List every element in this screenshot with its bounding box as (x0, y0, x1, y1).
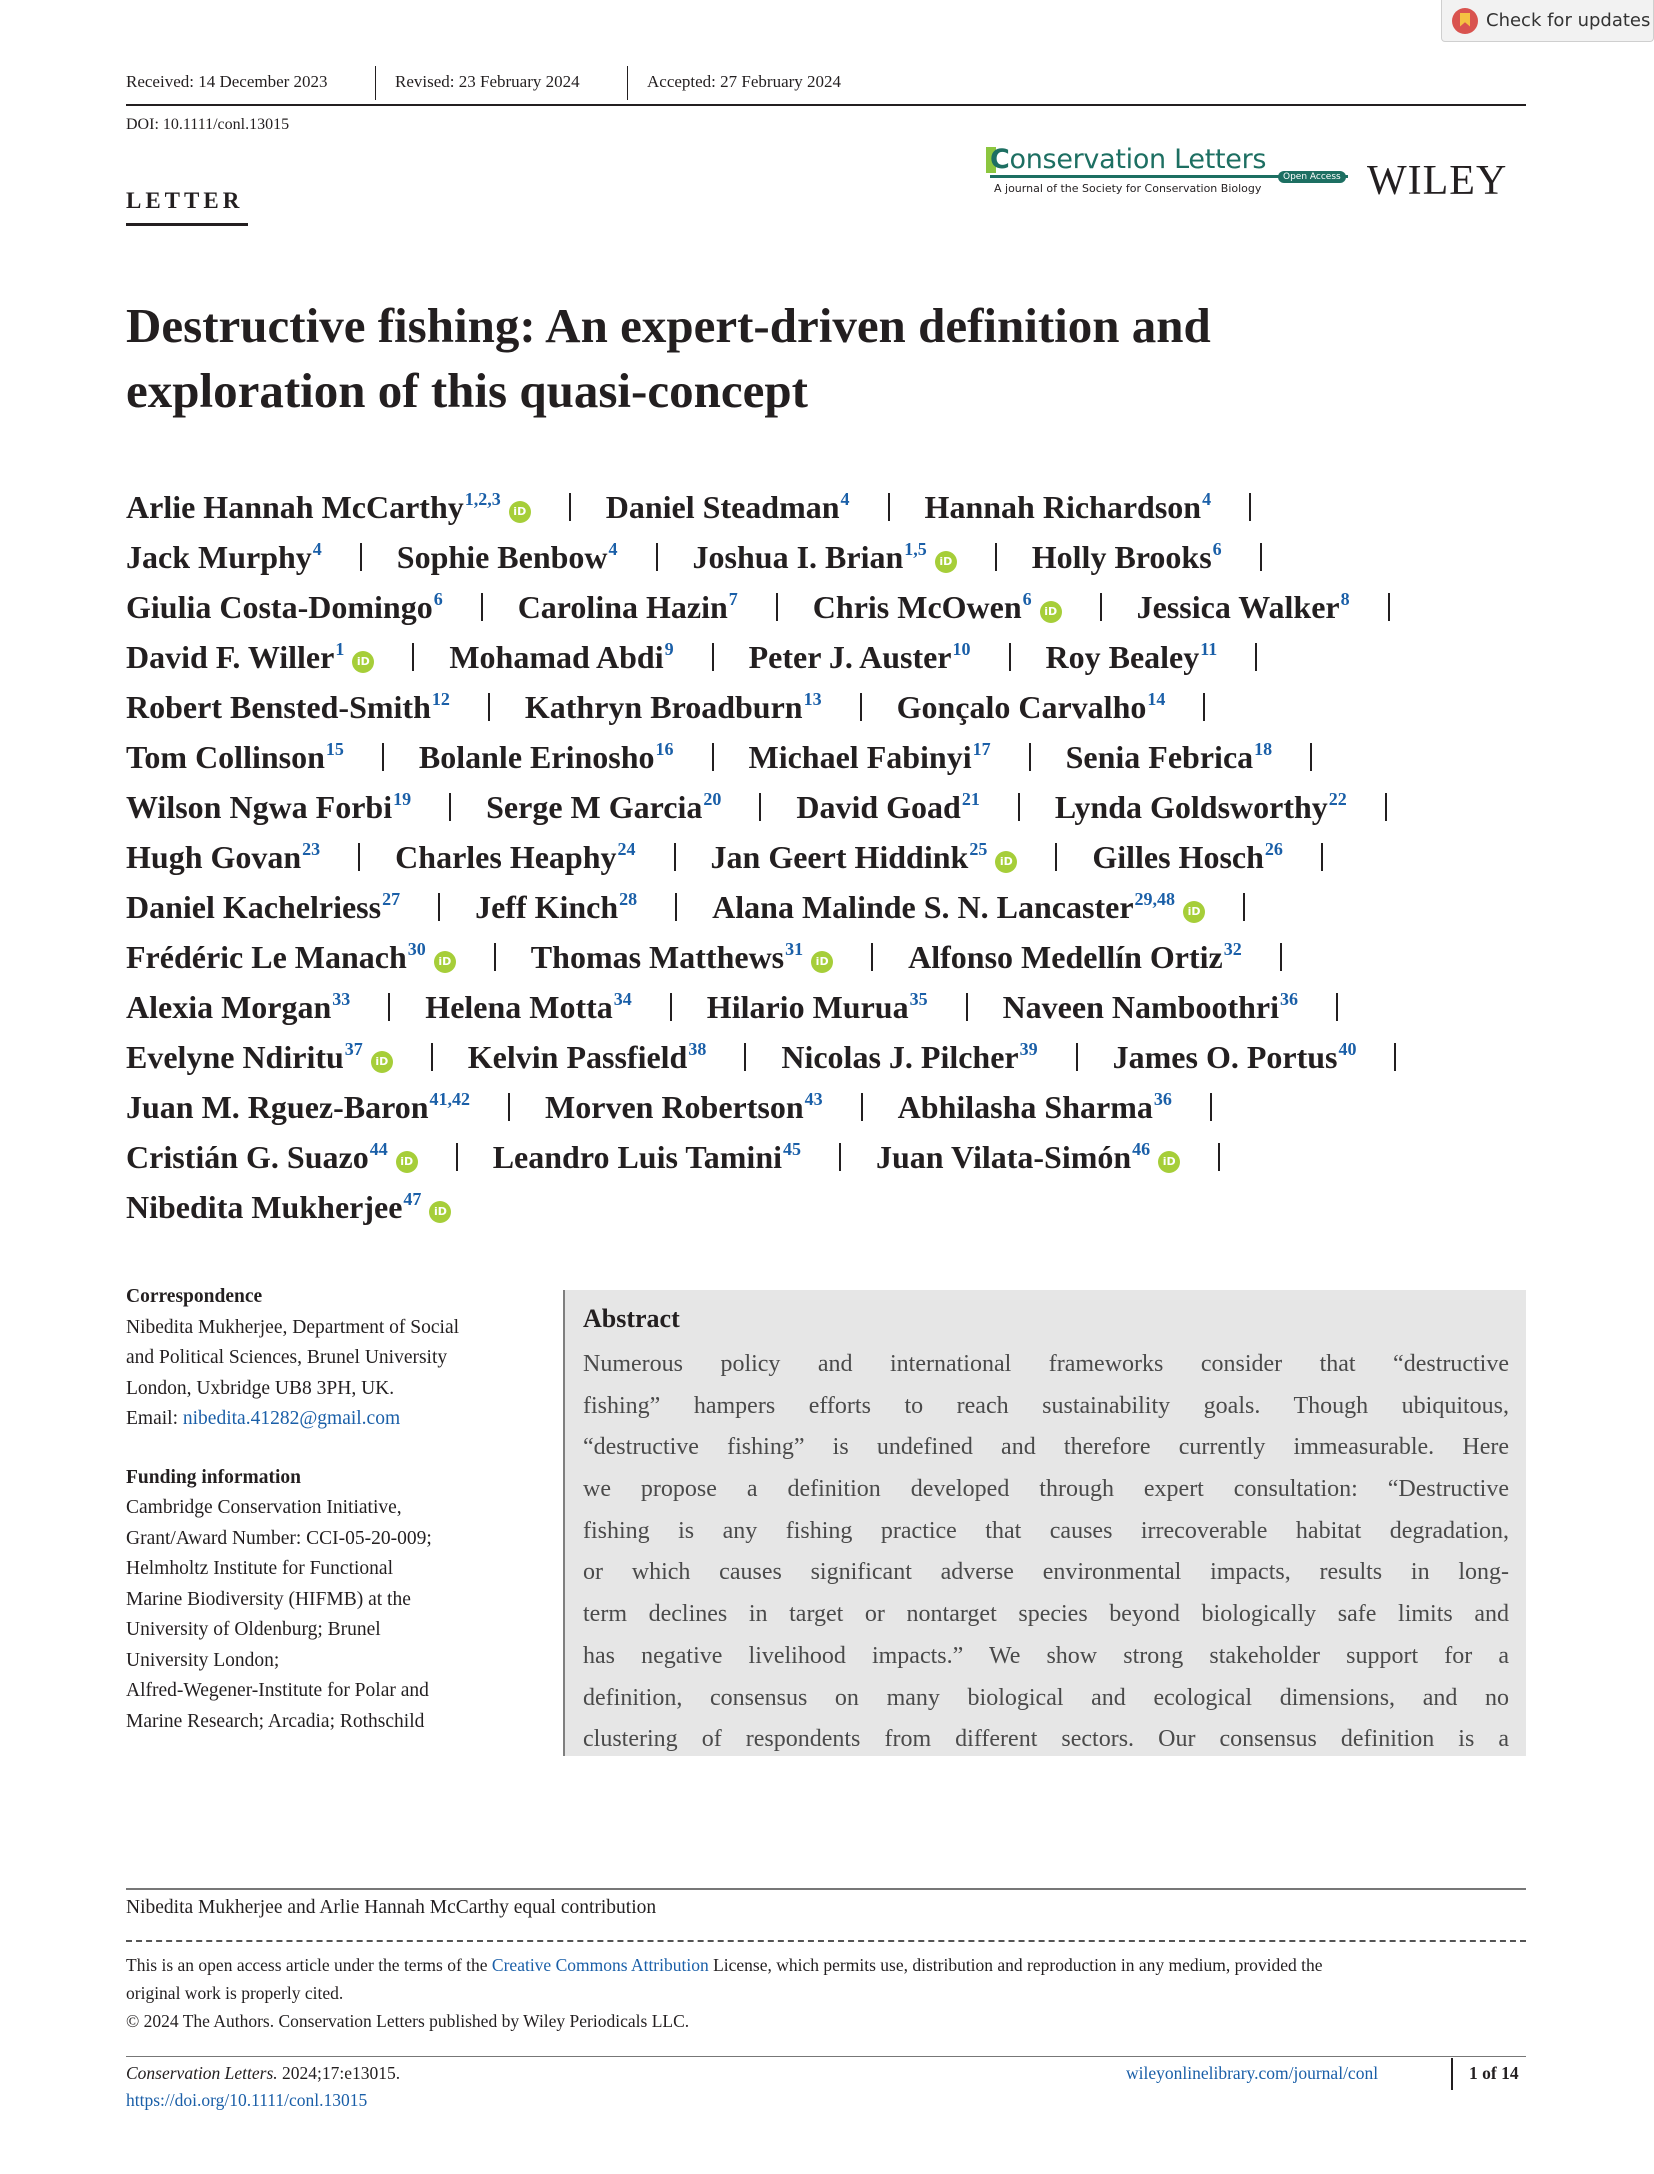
abstract-line: term declines in target or nontarget species beyond biologically safe limits and (583, 1601, 1509, 1628)
author-name[interactable] (419, 739, 674, 775)
author-separator (1029, 743, 1031, 771)
affiliation-superscript[interactable]: 6 (1212, 539, 1222, 559)
affiliation-superscript[interactable]: 18 (1254, 739, 1273, 759)
author-separator (358, 843, 360, 871)
affiliation-superscript[interactable]: 30 (407, 939, 426, 959)
author-name-text: Cristián G. Suazo (126, 1139, 369, 1175)
author-separator (1260, 543, 1262, 571)
affiliation-superscript[interactable]: 17 (972, 739, 991, 759)
author-separator (1076, 1043, 1078, 1071)
author-separator (481, 593, 483, 621)
affiliation-superscript[interactable]: 43 (804, 1089, 823, 1109)
affiliation-superscript[interactable]: 37 (344, 1039, 363, 1059)
author-separator (1218, 1143, 1220, 1171)
bookmark-badge-icon (1452, 8, 1478, 34)
funding-heading: Funding information (126, 1466, 301, 1488)
author-separator (670, 993, 672, 1021)
author-name[interactable] (126, 1139, 388, 1175)
author-name[interactable] (126, 689, 450, 725)
orcid-icon[interactable]: iD (509, 501, 531, 523)
author-separator (1280, 943, 1282, 971)
author-line (126, 624, 1546, 674)
affiliation-superscript[interactable]: 21 (961, 789, 980, 809)
author-name-text: Hannah Richardson (924, 489, 1202, 525)
author-separator (1203, 693, 1205, 721)
affiliation-superscript[interactable]: 31 (785, 939, 804, 959)
footnote-dashed-rule (126, 1940, 1526, 1942)
author-name[interactable] (126, 1089, 470, 1125)
author-name-text: Gilles Hosch (1092, 839, 1264, 875)
author-name[interactable] (925, 489, 1212, 525)
license-pre: This is an open access article under the terms of the (126, 1955, 492, 1975)
author-name[interactable] (126, 1189, 421, 1225)
author-separator (1100, 593, 1102, 621)
email-link[interactable]: nibedita.41282@gmail.com (182, 1408, 401, 1429)
author-name-text: Carolina Hazin (517, 589, 728, 625)
funding-line: Marine Research; Arcadia; Rothschild (126, 1710, 425, 1732)
author-line (126, 524, 1546, 574)
affiliation-superscript[interactable]: 23 (302, 839, 321, 859)
abstract-line: has negative livelihood impacts.” We show strong stakeholder support for a (583, 1642, 1509, 1669)
funding-line: University London; (126, 1649, 280, 1671)
affiliation-superscript[interactable]: 24 (617, 839, 636, 859)
author-name[interactable] (545, 1089, 823, 1125)
affiliation-superscript[interactable]: 4 (312, 539, 322, 559)
affiliation-superscript[interactable]: 35 (909, 989, 928, 1009)
author-name[interactable] (707, 989, 928, 1025)
funding-line: University of Oldenburg; Brunel (126, 1619, 381, 1640)
author-separator (759, 793, 761, 821)
author-line (126, 474, 1546, 524)
correspondence-line: and Political Sciences, Brunel University (126, 1347, 448, 1368)
abstract-line: fishing is any fishing practice that causes irrecoverable habitat degradation, (583, 1517, 1509, 1544)
author-separator (712, 643, 714, 671)
affiliation-superscript[interactable]: 36 (1279, 989, 1298, 1009)
received-date: Received: 14 December 2023 (126, 72, 328, 91)
author-name[interactable] (468, 1039, 707, 1075)
author-name-text: Serge M Garcia (486, 789, 703, 825)
affiliation-superscript[interactable]: 32 (1223, 939, 1242, 959)
orcid-icon[interactable]: iD (371, 1051, 393, 1073)
affiliation-superscript[interactable]: 11 (1200, 639, 1218, 659)
author-name-text: Senia Febrica (1065, 739, 1254, 775)
creative-commons-link[interactable]: Creative Commons Attribution (491, 1955, 709, 1975)
open-access-badge: Open Access (1278, 171, 1346, 183)
orcid-icon[interactable]: iD (352, 651, 374, 673)
author-name-text: Peter J. Auster (748, 639, 952, 675)
orcid-icon[interactable]: iD (1040, 601, 1062, 623)
affiliation-superscript[interactable]: 10 (952, 639, 971, 659)
author-line (126, 824, 1546, 874)
author-separator (1394, 1043, 1396, 1071)
author-name[interactable] (749, 739, 991, 775)
author-name-text: Alfonso Medellín Ortiz (908, 939, 1223, 975)
author-name-text: Jan Geert Hiddink (710, 839, 969, 875)
author-name[interactable] (1137, 589, 1350, 625)
affiliation-superscript[interactable]: 8 (1340, 589, 1350, 609)
affiliation-superscript[interactable]: 36 (1153, 1089, 1172, 1109)
author-name-text: Naveen Namboothri (1002, 989, 1279, 1025)
abstract-line: we propose a definition developed through expert consultation: “Destructive (583, 1476, 1509, 1503)
author-name[interactable] (813, 589, 1032, 625)
affiliation-superscript[interactable]: 4 (608, 539, 618, 559)
abstract-line: definition, consensus on many biological and ecological dimensions, and no (583, 1684, 1509, 1711)
author-separator (1249, 493, 1251, 521)
author-name[interactable] (1092, 839, 1283, 875)
author-separator (995, 543, 997, 571)
author-name-text: David Goad (796, 789, 961, 825)
author-separator (1255, 643, 1257, 671)
author-name[interactable] (876, 1139, 1150, 1175)
author-separator (1388, 593, 1390, 621)
license-note (126, 1951, 1526, 2035)
abstract-line: or which causes significant adverse environmental impacts, results in long- (583, 1559, 1509, 1586)
affiliation-superscript[interactable]: 16 (655, 739, 674, 759)
author-line (126, 724, 1546, 774)
funding-line: Alfred-Wegener-Institute for Polar and (126, 1680, 429, 1701)
author-name-text: Daniel Kachelriess (126, 889, 382, 925)
author-name-text: Jeff Kinch (475, 889, 619, 925)
author-name-text: Lynda Goldsworthy (1054, 789, 1328, 825)
author-name[interactable] (1003, 989, 1298, 1025)
affiliation-superscript[interactable]: 27 (382, 889, 401, 909)
author-separator (776, 593, 778, 621)
author-name[interactable] (126, 839, 320, 875)
author-name[interactable] (897, 689, 1166, 725)
footer-rule (126, 2056, 1526, 2057)
author-name-text: Juan M. Rguez-Baron (126, 1089, 429, 1125)
affiliation-superscript[interactable]: 25 (969, 839, 988, 859)
author-name[interactable] (711, 839, 988, 875)
affiliation-superscript[interactable]: 46 (1132, 1139, 1151, 1159)
author-name[interactable] (126, 489, 501, 525)
author-name[interactable] (712, 889, 1175, 925)
author-separator (1243, 893, 1245, 921)
author-name[interactable] (1046, 639, 1218, 675)
author-name[interactable] (126, 939, 426, 975)
equal-contribution-note: Nibedita Mukherjee and Arlie Hannah McCarthy equal contribution (126, 1897, 657, 1918)
author-name-text: Michael Fabinyi (748, 739, 972, 775)
author-name-text: Tom Collinson (126, 739, 325, 775)
journal-subtitle: A journal of the Society for Conservation Biology (994, 182, 1262, 195)
author-name[interactable] (1066, 739, 1273, 775)
author-name-text: Frédéric Le Manach (126, 939, 407, 975)
affiliation-superscript[interactable]: 4 (1202, 489, 1212, 509)
author-line (126, 574, 1546, 624)
author-name[interactable] (475, 889, 637, 925)
author-line (126, 874, 1546, 924)
author-name[interactable] (749, 639, 971, 675)
affiliation-superscript[interactable]: 7 (728, 589, 738, 609)
funding-line: Cambridge Conservation Initiative, (126, 1497, 402, 1518)
affiliation-superscript[interactable]: 4 (840, 489, 850, 509)
author-name-text: James O. Portus (1112, 1039, 1338, 1075)
author-separator (456, 1143, 458, 1171)
author-line (126, 774, 1546, 824)
affiliation-superscript[interactable]: 13 (803, 689, 822, 709)
author-separator (1336, 993, 1338, 1021)
author-name[interactable] (126, 739, 344, 775)
author-list (126, 474, 1546, 1224)
author-separator (860, 693, 862, 721)
author-separator (888, 493, 890, 521)
author-separator (1055, 843, 1057, 871)
author-name-text: Alexia Morgan (126, 989, 332, 1025)
author-name[interactable] (126, 789, 411, 825)
author-name-text: Helena Motta (425, 989, 613, 1025)
affiliation-superscript[interactable]: 34 (613, 989, 632, 1009)
funding-line: Helmholtz Institute for Functional (126, 1558, 393, 1579)
author-name-text: Hilario Murua (706, 989, 909, 1025)
title-line: Destructive fishing: An expert-driven definition and (126, 298, 1211, 353)
author-name[interactable] (908, 939, 1242, 975)
author-name-text: Roy Bealey (1045, 639, 1200, 675)
author-name[interactable] (126, 589, 443, 625)
article-type-rule (126, 223, 248, 226)
correspondence-line: London, Uxbridge UB8 3PH, UK. (126, 1377, 395, 1399)
author-name[interactable] (126, 889, 400, 925)
author-separator (966, 993, 968, 1021)
author-name-text: Bolanle Erinosho (418, 739, 655, 775)
author-name-text: Jessica Walker (1136, 589, 1340, 625)
affiliation-superscript[interactable]: 20 (703, 789, 722, 809)
author-name[interactable] (898, 1089, 1172, 1125)
correspondence-email-line (126, 1404, 536, 1435)
author-name-text: Morven Robertson (545, 1089, 804, 1125)
author-name-text: Leandro Luis Tamini (492, 1139, 782, 1175)
author-name-text: Nibedita Mukherjee (126, 1189, 403, 1225)
journal-citation-volume: 2024;17:e13015. (277, 2063, 401, 2083)
author-name[interactable] (525, 689, 822, 725)
author-separator (431, 1043, 433, 1071)
author-separator (488, 693, 490, 721)
doi: DOI: 10.1111/conl.13015 (126, 116, 290, 133)
journal-name-rest: onservation Letters (1009, 144, 1267, 175)
accepted-date: Accepted: 27 February 2024 (647, 72, 842, 91)
affiliation-superscript[interactable]: 1,2,3 (464, 489, 501, 509)
author-name-text: Arlie Hannah McCarthy (126, 489, 464, 525)
orcid-icon[interactable]: iD (429, 1201, 451, 1223)
author-separator (871, 943, 873, 971)
author-separator (744, 1043, 746, 1071)
author-separator (674, 843, 676, 871)
affiliation-superscript[interactable]: 1,5 (904, 539, 927, 559)
orcid-icon[interactable]: iD (935, 551, 957, 573)
affiliation-superscript[interactable]: 38 (688, 1039, 707, 1059)
header-divider (375, 66, 376, 100)
author-name-text: Charles Heaphy (395, 839, 617, 875)
author-line (126, 1124, 1546, 1174)
author-separator (1009, 643, 1011, 671)
author-name[interactable] (531, 939, 803, 975)
affiliation-superscript[interactable]: 26 (1264, 839, 1283, 859)
author-line (126, 1074, 1546, 1124)
author-name-text: Jack Murphy (126, 539, 312, 575)
author-name-text: Giulia Costa-Domingo (126, 589, 433, 625)
check-for-updates-label: Check for updates (1486, 10, 1651, 31)
orcid-icon[interactable]: iD (434, 951, 456, 973)
author-line (126, 924, 1546, 974)
orcid-icon[interactable]: iD (995, 851, 1017, 873)
journal-logo[interactable] (990, 144, 1266, 175)
author-name-text: Wilson Ngwa Forbi (126, 789, 393, 825)
abstract-heading: Abstract (583, 1304, 680, 1333)
author-name[interactable] (1032, 539, 1222, 575)
affiliation-superscript[interactable]: 39 (1019, 1039, 1038, 1059)
author-name[interactable] (126, 1039, 363, 1075)
author-separator (438, 893, 440, 921)
author-name-text: Joshua I. Brian (692, 539, 904, 575)
author-separator (388, 993, 390, 1021)
orcid-icon[interactable]: iD (811, 951, 833, 973)
page-number: 1 of 14 (1469, 2063, 1519, 2083)
author-name-text: Mohamad Abdi (449, 639, 664, 675)
author-separator (494, 943, 496, 971)
author-line (126, 1024, 1546, 1074)
journal-citation (126, 2063, 400, 2084)
abstract-text (583, 1344, 1509, 1761)
author-name[interactable] (397, 539, 618, 575)
author-separator (861, 1093, 863, 1121)
correspondence-heading: Correspondence (126, 1286, 263, 1307)
author-name[interactable] (493, 1139, 801, 1175)
affiliation-superscript[interactable]: 44 (369, 1139, 388, 1159)
author-separator (839, 1143, 841, 1171)
header-divider (627, 66, 628, 100)
author-name-text: Thomas Matthews (530, 939, 785, 975)
author-name[interactable] (781, 1039, 1037, 1075)
author-separator (675, 893, 677, 921)
author-name[interactable] (126, 989, 350, 1025)
author-name-text: Holly Brooks (1031, 539, 1212, 575)
author-name-text: Alana Malinde S. N. Lancaster (712, 889, 1134, 925)
abstract-line: Numerous policy and international frameworks consider that “destructive (583, 1351, 1509, 1377)
author-name[interactable] (693, 539, 927, 575)
author-name-text: Hugh Govan (126, 839, 302, 875)
abstract-line: fishing” hampers efforts to reach sustainability goals. Though ubiquitous, (583, 1392, 1509, 1419)
orcid-icon[interactable]: iD (1183, 901, 1205, 923)
affiliation-superscript[interactable]: 40 (1338, 1039, 1357, 1059)
author-name[interactable] (449, 639, 673, 675)
author-name[interactable] (486, 789, 721, 825)
article-title (126, 293, 1426, 423)
abstract-line: “destructive fishing” is undefined and therefore currently immeasurable. Here (583, 1434, 1509, 1461)
footnote-rule (126, 1888, 1526, 1890)
author-line (126, 974, 1546, 1024)
author-name[interactable] (796, 789, 979, 825)
author-separator (1321, 843, 1323, 871)
author-name[interactable] (126, 539, 322, 575)
author-line (126, 674, 1546, 724)
author-name-text: Gonçalo Carvalho (896, 689, 1147, 725)
author-name-text: Evelyne Ndiritu (126, 1039, 344, 1075)
author-name-text: Juan Vilata-Simón (876, 1139, 1132, 1175)
author-name[interactable] (1055, 789, 1347, 825)
affiliation-superscript[interactable]: 9 (664, 639, 674, 659)
author-separator (412, 643, 414, 671)
affiliation-superscript[interactable]: 1 (335, 639, 345, 659)
author-separator (508, 1093, 510, 1121)
affiliation-superscript[interactable]: 19 (393, 789, 412, 809)
affiliation-superscript[interactable]: 14 (1147, 689, 1166, 709)
funding-line: Grant/Award Number: CCI-05-20-009; (126, 1527, 432, 1549)
affiliation-superscript[interactable]: 29,48 (1134, 889, 1176, 909)
author-separator (712, 743, 714, 771)
article-info-sidebar (126, 1282, 536, 1737)
author-name-text: Kelvin Passfield (467, 1039, 688, 1075)
author-name-text: Nicolas J. Pilcher (781, 1039, 1019, 1075)
author-separator (569, 493, 571, 521)
author-name[interactable] (425, 989, 632, 1025)
journal-citation-name: Conservation Letters. (126, 2063, 278, 2083)
author-name[interactable] (395, 839, 635, 875)
author-separator (656, 543, 658, 571)
author-name[interactable] (126, 639, 344, 675)
author-line (126, 1174, 1546, 1224)
affiliation-superscript[interactable]: 15 (325, 739, 344, 759)
publisher-logo[interactable]: WILEY (1367, 158, 1508, 204)
license-post: License, which permits use, distribution and reproduction in any medium, provided the (708, 1955, 1323, 1975)
affiliation-superscript[interactable]: 22 (1328, 789, 1347, 809)
license-line: original work is properly cited. (126, 1983, 344, 2003)
author-name-text: Kathryn Broadburn (524, 689, 803, 725)
funding-line: Marine Biodiversity (HIFMB) at the (126, 1588, 411, 1610)
author-name[interactable] (518, 589, 738, 625)
title-line: exploration of this quasi-concept (126, 363, 808, 418)
author-separator (1018, 793, 1020, 821)
orcid-icon[interactable]: iD (396, 1151, 418, 1173)
author-name-text: David F. Willer (126, 639, 335, 675)
author-separator (1385, 793, 1387, 821)
abstract-line: clustering of respondents from different sectors. Our consensus definition is a (583, 1726, 1509, 1753)
copyright-line: © 2024 The Authors. Conservation Letters published by Wiley Periodicals LLC. (126, 2011, 690, 2031)
author-name-text: Daniel Steadman (605, 489, 840, 525)
doi-link[interactable]: https://doi.org/10.1111/conl.13015 (126, 2090, 368, 2110)
affiliation-superscript[interactable]: 6 (433, 589, 443, 609)
author-name[interactable] (606, 489, 850, 525)
affiliation-superscript[interactable]: 41,42 (429, 1089, 471, 1109)
journal-url-link[interactable]: wileyonlinelibrary.com/journal/conl (1126, 2063, 1379, 2083)
license-line (126, 1951, 1526, 1979)
affiliation-superscript[interactable]: 45 (783, 1139, 801, 1159)
affiliation-superscript[interactable]: 33 (332, 989, 351, 1009)
affiliation-superscript[interactable]: 28 (619, 889, 638, 909)
email-label: Email: (126, 1408, 183, 1429)
footer-divider (1451, 2058, 1453, 2090)
author-name-text: Chris McOwen (812, 589, 1022, 625)
author-name-text: Sophie Benbow (396, 539, 608, 575)
affiliation-superscript[interactable]: 6 (1022, 589, 1032, 609)
author-separator (360, 543, 362, 571)
author-separator (1310, 743, 1312, 771)
affiliation-superscript[interactable]: 12 (431, 689, 450, 709)
author-name-text: Abhilasha Sharma (897, 1089, 1153, 1125)
author-name[interactable] (1113, 1039, 1357, 1075)
orcid-icon[interactable]: iD (1158, 1151, 1180, 1173)
author-separator (449, 793, 451, 821)
author-separator (382, 743, 384, 771)
journal-name-initial: C (990, 144, 1010, 175)
author-name-text: Robert Bensted-Smith (126, 689, 431, 725)
check-for-updates-button[interactable] (1441, 0, 1654, 42)
article-type: LETTER (126, 188, 244, 213)
correspondence-line: Nibedita Mukherjee, Department of Social (126, 1316, 460, 1338)
author-separator (1210, 1093, 1212, 1121)
affiliation-superscript[interactable]: 47 (403, 1189, 422, 1209)
revised-date: Revised: 23 February 2024 (395, 72, 580, 91)
header-rule (126, 104, 1526, 106)
